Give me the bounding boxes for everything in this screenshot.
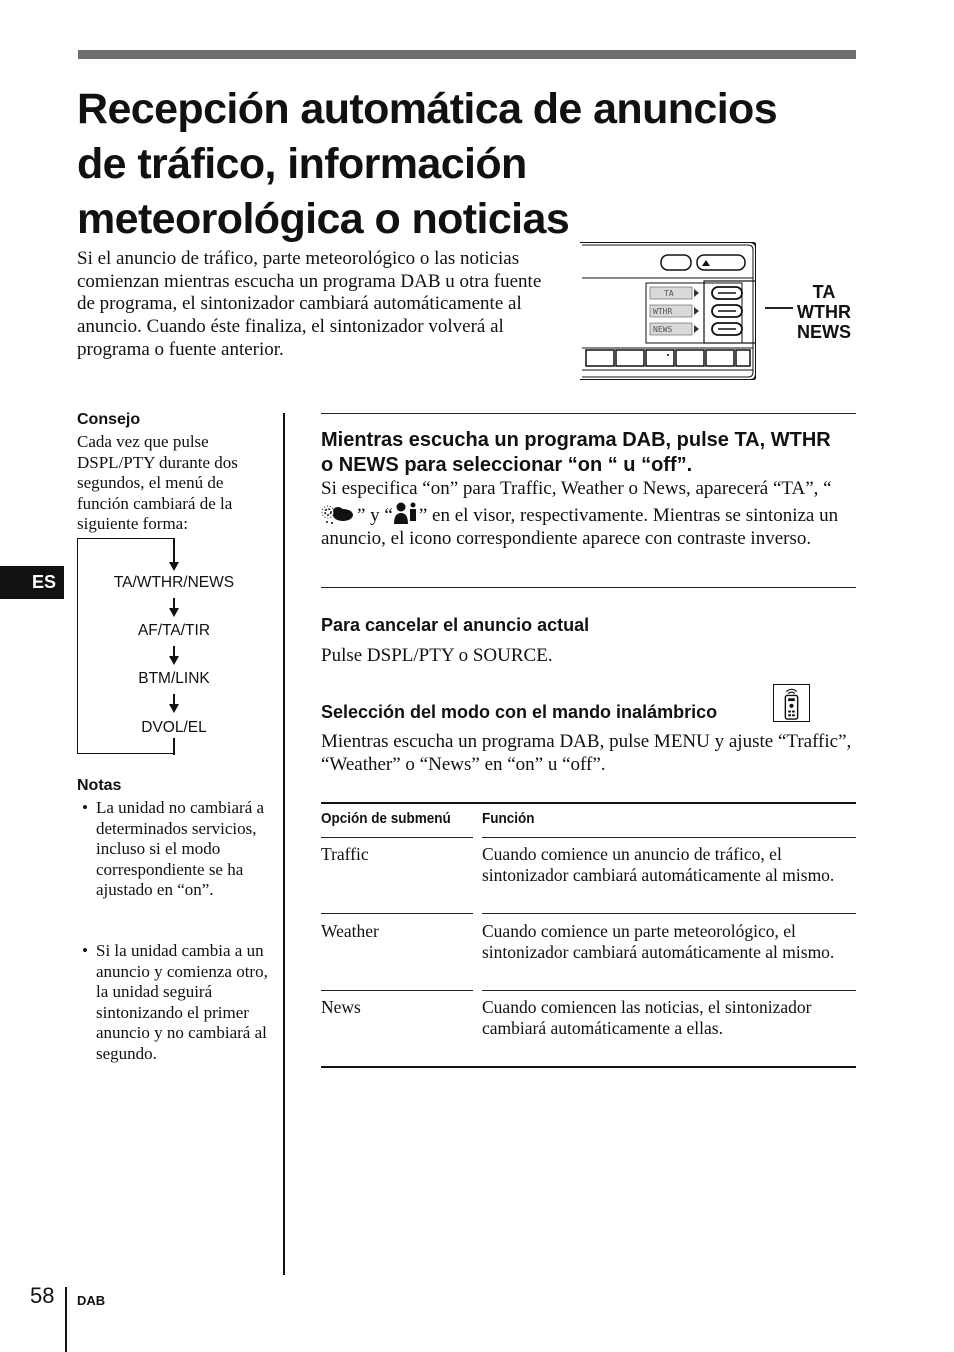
- tip-text: Cada vez que pulse DSPL/PTY durante dos segundos, el menú de función cambiará de la siguiente forma:: [77, 432, 238, 533]
- note-text: La unidad no cambiará a determinados servicios, incluso si el modo correspondiente se ha ajustado en “on”.: [96, 798, 265, 899]
- table-rule: [321, 802, 856, 804]
- title-line: de tráfico, información: [77, 140, 527, 188]
- step-text-part: ” en el visor, respectivamente. Mientras se sintoniza un anuncio, el icono correspondiente aparece con contraste inverso.: [321, 504, 839, 549]
- flow-arrow-head: [169, 562, 179, 571]
- note-item: [82, 798, 274, 901]
- table-cell-option: Weather: [321, 921, 379, 941]
- flow-arrow-head: [169, 704, 179, 713]
- tip-heading: Consejo: [77, 411, 141, 428]
- footer-section-label: DAB: [77, 1293, 106, 1308]
- section-rule: [321, 587, 856, 588]
- table-header-function: Función: [482, 810, 535, 827]
- flow-arrow-line: [173, 738, 175, 755]
- flow-step-3: BTM/LINK: [138, 670, 210, 687]
- table-rule: [321, 1066, 856, 1068]
- table-row-line: [321, 837, 473, 838]
- device-label-wthr: WTHR: [653, 307, 673, 316]
- bullet-icon: •: [82, 798, 88, 817]
- section-rule: [321, 413, 856, 414]
- language-tab: ES: [0, 566, 64, 599]
- cancel-heading: Para cancelar el anuncio actual: [321, 615, 590, 635]
- callout-ta: TA: [812, 282, 836, 302]
- table-row-line: [321, 913, 473, 914]
- news-icon: [393, 501, 419, 525]
- device-callout: [792, 282, 856, 342]
- header-bar: [78, 50, 856, 59]
- weather-icon: [321, 503, 357, 525]
- flow-step-1: TA/WTHR/NEWS: [113, 574, 235, 591]
- intro-paragraph: Si el anuncio de tráfico, parte meteorológico o las noticias comienzan mientras escucha un programa DAB u otra fuente de programa, el sintonizador cambiará automáticamente al anuncio. Cuando éste finaliza, el sintonizador volverá al programa o fuente anterior.: [77, 248, 542, 360]
- title-line: Recepción automática de anuncios: [77, 85, 778, 133]
- bullet-icon: •: [82, 941, 88, 960]
- table-header-option: Opción de submenú: [321, 810, 451, 827]
- step-heading: Mientras escucha un programa DAB, pulse TA, WTHR o NEWS para seleccionar “on “ u “off”.: [321, 429, 831, 476]
- table-cell-function: Cuando comience un parte meteorológico, el sintonizador cambiará automáticamente al mismo.: [482, 921, 835, 962]
- flow-arrow-head: [169, 656, 179, 665]
- column-divider: [283, 413, 285, 1275]
- remote-heading: Selección del modo con el mando inalámbrico: [321, 702, 718, 722]
- step-text-part: ” y “: [357, 504, 393, 526]
- table-row-line: [482, 990, 856, 991]
- callout-wthr: WTHR: [797, 302, 851, 322]
- table-row-line: [482, 913, 856, 914]
- table-row-line: [321, 990, 473, 991]
- device-label-ta: TA: [664, 289, 674, 298]
- car-stereo-illustration: [580, 242, 756, 380]
- device-label-news: NEWS: [653, 325, 673, 334]
- flow-step-2: AF/TA/TIR: [137, 622, 211, 639]
- note-text: Si la unidad cambia a un anuncio y comienza otro, la unidad seguirá sintonizando el primer anuncio y no cambiará al segundo.: [96, 941, 268, 1063]
- flow-arrow-line: [173, 538, 175, 564]
- table-cell-option: News: [321, 997, 361, 1017]
- note-item: [82, 941, 274, 1064]
- flow-step-4: DVOL/EL: [141, 719, 207, 736]
- step-text: [321, 478, 861, 550]
- callout-news: NEWS: [797, 322, 851, 342]
- remote-control-icon: [773, 684, 810, 722]
- callout-line: [765, 307, 793, 309]
- page-number: 58: [30, 1283, 55, 1308]
- table-cell-function: Cuando comience un anuncio de tráfico, el sintonizador cambiará automáticamente al mismo.: [482, 844, 835, 885]
- table-row-line: [482, 837, 856, 838]
- notes-heading: Notas: [77, 777, 122, 794]
- remote-text: Mientras escucha un programa DAB, pulse MENU y ajuste “Traffic”, “Weather” o “News” en “on” u “off”.: [321, 731, 852, 775]
- table-cell-option: Traffic: [321, 844, 369, 864]
- step-text-part: Si especifica “on” para Traffic, Weather o News, aparecerá “TA”, “: [321, 478, 832, 499]
- flow-arrow-head: [169, 608, 179, 617]
- title-line: meteorológica o noticias: [77, 195, 570, 243]
- cancel-text: Pulse DSPL/PTY o SOURCE.: [321, 645, 553, 666]
- table-cell-function: Cuando comiencen las noticias, el sintonizador cambiará automáticamente a ellas.: [482, 997, 812, 1038]
- page-title: [77, 82, 867, 247]
- footer-divider: [65, 1287, 67, 1352]
